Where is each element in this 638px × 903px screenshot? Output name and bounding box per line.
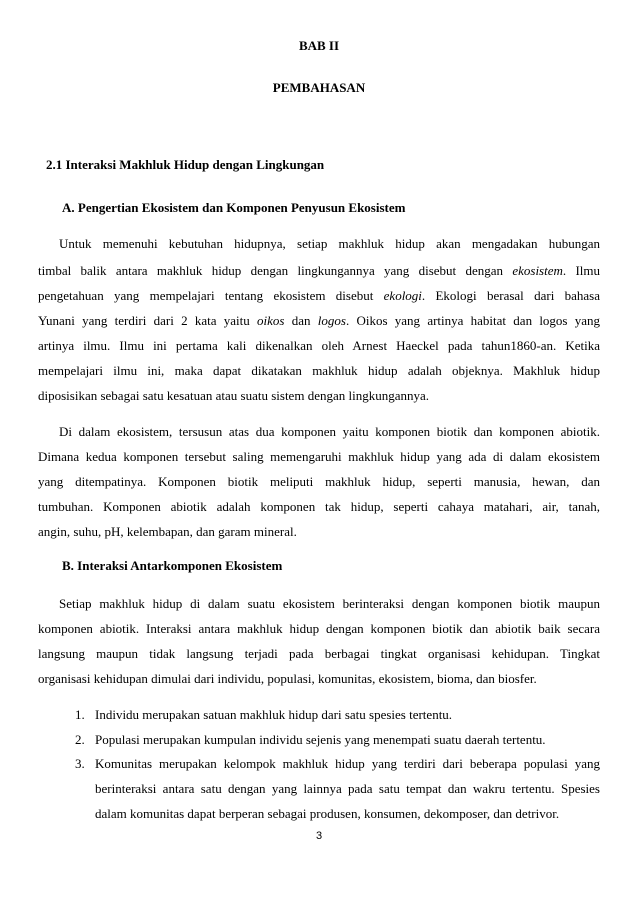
page-title: PEMBAHASAN (272, 80, 366, 95)
section-heading: 2.1 Interaksi Makhluk Hidup dengan Lingkungan (46, 157, 325, 172)
chapter-label: BAB II (298, 38, 340, 53)
subheading-a: A. Pengertian Ekosistem dan Komponen Penyusun Ekosistem (62, 200, 406, 215)
paragraph-line: yang ditempatinya. Komponen biotik meliputi makhluk hidup, seperti manusia, hewan, dan (38, 474, 600, 489)
paragraph-line: tumbuhan. Komponen abiotik adalah komponen tak hidup, seperti cahaya matahari, air, tanah, (38, 499, 600, 514)
subheading-b: B. Interaksi Antarkomponen Ekosistem (62, 558, 283, 573)
paragraph-line: timbal balik antara makhluk hidup dengan lingkungannya yang disebut dengan ekosistem. Ilmu (38, 263, 601, 278)
list-item-continuation: berinteraksi antara satu dengan yang lainnya pada satu tempat dan wakru tertentu. Spesies (95, 781, 600, 796)
list-number: 2. (75, 732, 85, 747)
list-number: 3. (75, 756, 85, 771)
paragraph-line: angin, suhu, pH, kelembapan, dan garam mineral. (38, 524, 297, 539)
paragraph-line: Di dalam ekosistem, tersusun atas dua komponen yaitu komponen biotik dan komponen abiotik. (59, 424, 600, 439)
paragraph-line: langsung maupun tidak langsung terjadi pada berbagai tingkat organisasi kehidupan. Tingkat (38, 646, 600, 661)
paragraph-line: organisasi kehidupan dimulai dari individu, populasi, komunitas, ekosistem, bioma, dan biosfer. (38, 671, 537, 686)
paragraph-line: Setiap makhluk hidup di dalam suatu ekosistem berinteraksi dengan komponen biotik maupun (59, 596, 600, 611)
list-item: Individu merupakan satuan makhluk hidup dari satu spesies tertentu. (95, 707, 453, 722)
paragraph-line: komponen abiotik. Interaksi antara makhluk hidup dengan komponen biotik dan abiotik baik secara (38, 621, 600, 636)
paragraph-line: Untuk memenuhi kebutuhan hidupnya, setiap makhluk hidup akan mengadakan hubungan (59, 236, 600, 251)
paragraph-line: Dimana kedua komponen tersebut saling memengaruhi makhluk hidup yang ada di dalam ekosistem (38, 449, 600, 464)
paragraph-line: pengetahuan yang mempelajari tentang ekosistem disebut ekologi. Ekologi berasal dari bahasa (38, 288, 600, 303)
list-item: Populasi merupakan kumpulan individu sejenis yang menempati suatu daerah tertentu. (95, 732, 546, 747)
paragraph-line: Yunani yang terdiri dari 2 kata yaitu oikos dan logos. Oikos yang artinya habitat dan logos yang (38, 313, 601, 328)
paragraph-line: diposisikan sebagai satu kesatuan atau suatu sistem dengan lingkungannya. (38, 388, 429, 403)
list-number: 1. (75, 707, 85, 722)
list-item-continuation: dalam komunitas dapat berperan sebagai produsen, konsumen, dekomposer, dan detrivor. (95, 806, 560, 821)
list-item: Komunitas merupakan kelompok makhluk hidup yang terdiri dari beberapa populasi yang (95, 756, 600, 771)
paragraph-line: artinya ilmu. Ilmu ini pertama kali dikenalkan oleh Arnest Haeckel pada tahun1860-an. Ketika (38, 338, 600, 353)
page-number: 3 (315, 830, 323, 842)
paragraph-line: mempelajari ilmu ini, maka dapat dikatakan makhluk hidup adalah objeknya. Makhluk hidup (38, 363, 600, 378)
